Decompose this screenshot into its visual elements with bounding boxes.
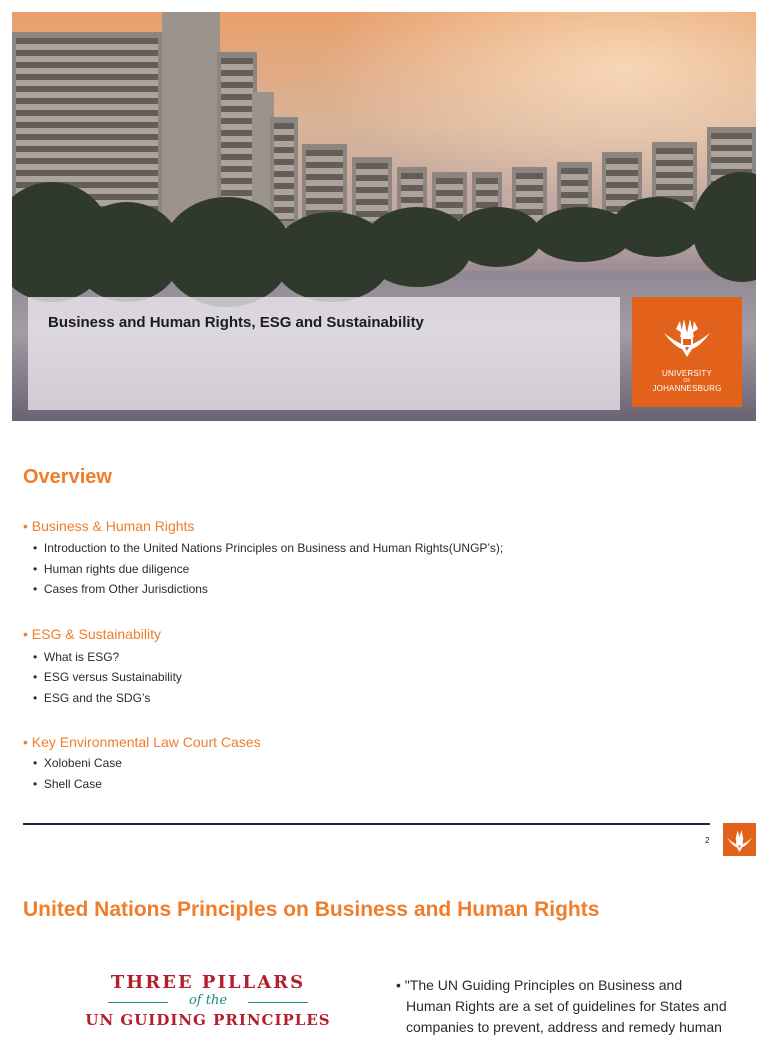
cover-title: Business and Human Rights, ESG and Sustainability [48,314,424,331]
book-title-line2: of the [188,993,228,1008]
book-title-line2-wrap [108,994,308,1010]
uj-logo-box [632,297,742,407]
uj-logo-line2: OF [683,378,691,384]
list-item: • What is ESG? [33,650,120,664]
tree [612,197,702,257]
ungp-quote [396,975,746,1038]
section-heading: • ESG & Sustainability [23,626,161,642]
book-title-line1: THREE PILLARS [110,972,306,993]
section-heading: • Key Environmental Law Court Cases [23,734,261,750]
section-heading: • Business & Human Rights [23,518,195,534]
uj-mini-logo [723,823,756,856]
footer-divider [23,823,710,825]
overview-title: Overview [23,466,112,488]
quote-line: Human Rights are a set of guidelines for States and [406,998,727,1014]
list-item: • Human rights due diligence [33,562,190,576]
book-title-line3: UN GUIDING PRINCIPLES [85,1011,331,1029]
page-number: 2 [705,836,710,845]
list-item: • ESG versus Sustainability [33,670,182,684]
quote-line: • "The UN Guiding Principles on Business and [396,977,683,993]
tree [452,207,542,267]
ungp-title: United Nations Principles on Business and Human Rights [23,898,600,921]
list-item: • Xolobeni Case [33,756,122,770]
uj-crest-icon [662,311,712,361]
uj-logo-line3: JOHANNESBURG [652,384,722,393]
quote-line: companies to prevent, address and remedy human [406,1019,722,1035]
list-item: • Shell Case [33,777,102,791]
building [270,117,298,227]
list-item: • Cases from Other Jurisdictions [33,582,208,596]
uj-crest-small-icon [723,823,756,856]
uj-logo-line1: UNIVERSITY [661,369,712,378]
list-item: • Introduction to the United Nations Principles on Business and Human Rights(UNGP’s); [33,541,504,555]
list-item: • ESG and the SDG’s [33,691,151,705]
